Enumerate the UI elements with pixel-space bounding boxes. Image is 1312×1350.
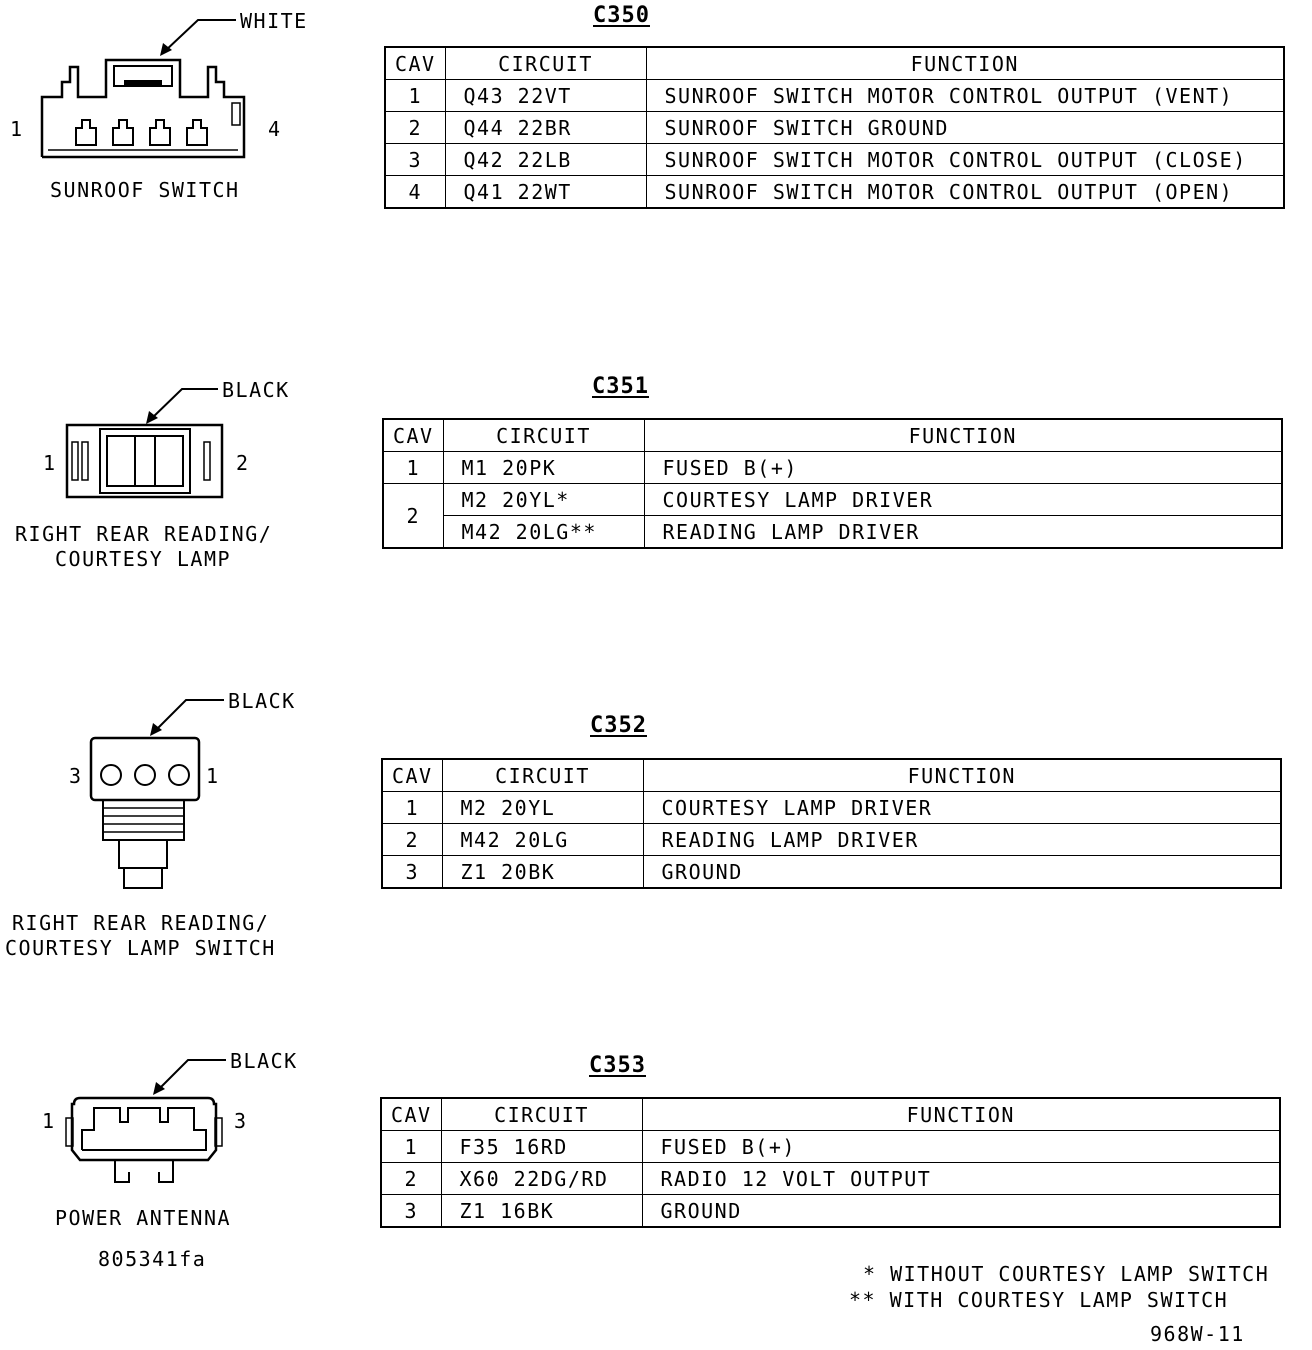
figure-code: 805341fa — [98, 1247, 207, 1271]
table-row — [382, 792, 1281, 824]
circuit-cell: Q42 22LB — [445, 144, 646, 176]
cav-cell: 2 — [382, 824, 442, 856]
function-header: FUNCTION — [642, 1098, 1280, 1131]
c352-color-label: BLACK — [228, 689, 296, 713]
table-row — [385, 176, 1284, 209]
c350-connector-name: SUNROOF SWITCH — [50, 178, 240, 202]
table-row — [381, 1195, 1280, 1228]
function-cell: SUNROOF SWITCH MOTOR CONTROL OUTPUT (CLOSE) — [646, 144, 1284, 176]
cav-cell: 2 — [385, 112, 445, 144]
c350-pin-right: 4 — [268, 117, 282, 141]
c351-pin-right: 2 — [236, 451, 250, 475]
table-row — [381, 1131, 1280, 1163]
cav-header: CAV — [383, 419, 443, 452]
circuit-cell: Z1 20BK — [442, 856, 643, 889]
circuit-cell: M1 20PK — [443, 452, 644, 484]
c353-pin-left: 1 — [42, 1109, 56, 1133]
circuit-cell: X60 22DG/RD — [441, 1163, 642, 1195]
circuit-header: CIRCUIT — [442, 759, 643, 792]
function-header: FUNCTION — [646, 47, 1284, 80]
circuit-cell: Q43 22VT — [445, 80, 646, 112]
cav-cell: 3 — [382, 856, 442, 889]
circuit-header: CIRCUIT — [445, 47, 646, 80]
function-header: FUNCTION — [643, 759, 1281, 792]
function-cell: SUNROOF SWITCH GROUND — [646, 112, 1284, 144]
function-cell: READING LAMP DRIVER — [644, 516, 1282, 549]
c353-connector-drawing — [0, 0, 1, 1]
c350-color-label: WHITE — [240, 9, 308, 33]
c353-connector-name: POWER ANTENNA — [55, 1206, 232, 1230]
function-cell: COURTESY LAMP DRIVER — [643, 792, 1281, 824]
cav-cell: 1 — [382, 792, 442, 824]
cav-cell: 1 — [385, 80, 445, 112]
table-header-row — [385, 47, 1284, 80]
circuit-cell: M2 20YL — [442, 792, 643, 824]
footnote-with-switch: ** WITH COURTESY LAMP SWITCH — [849, 1288, 1229, 1312]
table-row — [385, 112, 1284, 144]
table-row — [382, 824, 1281, 856]
footnote-without-switch: * WITHOUT COURTESY LAMP SWITCH — [863, 1262, 1270, 1286]
c351-pin-left: 1 — [43, 451, 57, 475]
circuit-cell: Q44 22BR — [445, 112, 646, 144]
function-cell: SUNROOF SWITCH MOTOR CONTROL OUTPUT (OPEN) — [646, 176, 1284, 209]
c351-title: C351 — [592, 374, 649, 399]
table-row — [383, 484, 1282, 516]
c352-pin-left: 3 — [69, 764, 83, 788]
table-row — [382, 856, 1281, 889]
table-row — [383, 516, 1282, 549]
c350-title: C350 — [593, 3, 650, 28]
c352-title: C352 — [590, 713, 647, 738]
circuit-cell: F35 16RD — [441, 1131, 642, 1163]
c353-table — [380, 1097, 1281, 1228]
table-row — [383, 452, 1282, 484]
cav-cell: 3 — [385, 144, 445, 176]
circuit-cell: M42 20LG** — [443, 516, 644, 549]
c353-title: C353 — [589, 1053, 646, 1078]
table-row — [385, 80, 1284, 112]
c353-pin-right: 3 — [234, 1109, 248, 1133]
function-cell: GROUND — [642, 1195, 1280, 1228]
cav-cell: 2 — [381, 1163, 441, 1195]
circuit-cell: Z1 16BK — [441, 1195, 642, 1228]
table-header-row — [382, 759, 1281, 792]
cav-cell: 3 — [381, 1195, 441, 1228]
table-header-row — [381, 1098, 1280, 1131]
cav-header: CAV — [382, 759, 442, 792]
circuit-header: CIRCUIT — [443, 419, 644, 452]
c352-table — [381, 758, 1282, 889]
c352-connector-name-line2: COURTESY LAMP SWITCH — [5, 936, 276, 960]
cav-header: CAV — [381, 1098, 441, 1131]
c352-pin-right: 1 — [206, 764, 220, 788]
page-code: 968W-11 — [1150, 1322, 1245, 1346]
function-cell: GROUND — [643, 856, 1281, 889]
cav-cell: 1 — [381, 1131, 441, 1163]
c353-color-label: BLACK — [230, 1049, 298, 1073]
table-header-row — [383, 419, 1282, 452]
function-header: FUNCTION — [644, 419, 1282, 452]
function-cell: READING LAMP DRIVER — [643, 824, 1281, 856]
table-row — [381, 1163, 1280, 1195]
cav-header: CAV — [385, 47, 445, 80]
c351-connector-name-line2: COURTESY LAMP — [55, 547, 232, 571]
function-cell: COURTESY LAMP DRIVER — [644, 484, 1282, 516]
c350-table — [384, 46, 1285, 209]
c351-connector-name-line1: RIGHT REAR READING/ — [15, 522, 273, 546]
circuit-cell: Q41 22WT — [445, 176, 646, 209]
circuit-cell: M2 20YL* — [443, 484, 644, 516]
circuit-cell: M42 20LG — [442, 824, 643, 856]
function-cell: RADIO 12 VOLT OUTPUT — [642, 1163, 1280, 1195]
function-cell: FUSED B(+) — [644, 452, 1282, 484]
c351-color-label: BLACK — [222, 378, 290, 402]
cav-cell: 4 — [385, 176, 445, 209]
cav-cell: 2 — [383, 484, 443, 549]
circuit-header: CIRCUIT — [441, 1098, 642, 1131]
c352-connector-name-line1: RIGHT REAR READING/ — [12, 911, 270, 935]
c350-pin-left: 1 — [10, 117, 24, 141]
cav-cell: 1 — [383, 452, 443, 484]
function-cell: SUNROOF SWITCH MOTOR CONTROL OUTPUT (VENT) — [646, 80, 1284, 112]
function-cell: FUSED B(+) — [642, 1131, 1280, 1163]
c351-table — [382, 418, 1283, 549]
table-row — [385, 144, 1284, 176]
